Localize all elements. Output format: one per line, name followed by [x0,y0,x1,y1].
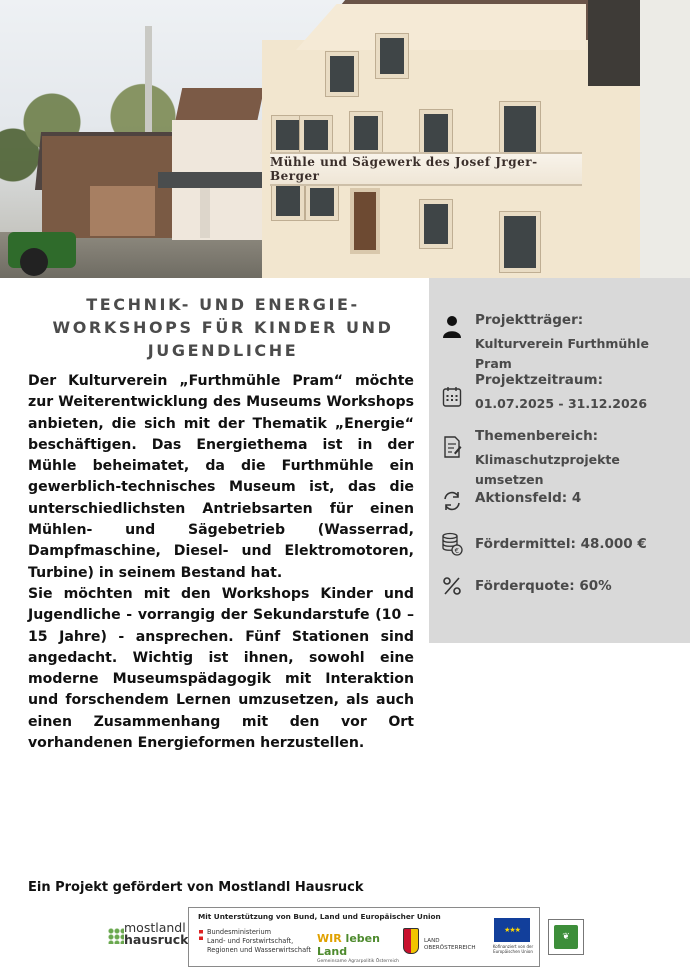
mill-sign: Mühle und Sägewerk des Josef Jrger-Berger [270,152,582,186]
mill-gable [296,4,586,50]
land-line: OBERÖSTERREICH [424,945,476,951]
window [350,112,382,154]
info-label: Themenbereich: [475,428,599,444]
wir-subtitle: Gemeinsame Agrarpolitik Österreich [317,959,400,964]
hero-photo [0,0,690,278]
mostlandl-dots-icon [108,928,124,944]
chimney [145,26,152,138]
project-description [28,371,414,754]
mill-door [350,188,380,254]
page-title: TECHNIK- UND ENERGIE-WORKSHOPS FÜR KINDER UND JUGENDLICHE [52,295,394,360]
window [300,116,332,154]
window [500,212,540,272]
description-paragraph: Sie möchten mit den Workshops Kinder und Jugendliche - vorrangig der Sekundarstufe (10 – 15 Jahre) - ansprechen. Fünf Stationen sind angedacht. Wichtig ist ihnen, sowohl eine moderne Museumspädagogik mit Interaktion und forschendem Lernen umzusetzen, als auch einen Zusammenhang mit den vor Ort vorhandenen Energieformen herzustellen. [28,585,414,752]
coins-icon [439,531,465,557]
info-label: Projektträger: [475,312,584,328]
leader-leaf-icon: ❦ [554,925,578,949]
porch-roof [158,172,268,188]
side-tower [640,0,690,278]
mostlandl-hausruck-logo [108,922,188,952]
dark-balcony [588,0,640,86]
cycle-arrows-icon [439,488,465,514]
logo-line: hausruck [124,932,189,947]
shed-brick-wall [90,186,155,236]
window [420,110,452,156]
wir-logo-part: leben Land [317,932,380,958]
eu-flag-icon: ★★★ [494,918,530,942]
info-value: Klimaschutzprojekte umsetzen [475,452,620,487]
document-edit-icon [439,434,465,460]
description-paragraph: Der Kulturverein „Furthmühle Pram“ möchte zur Weiterentwicklung des Museums Workshops anbieten, die sich mit der Thematik „Energie“ beschäftigen. Das Energiethema ist in der Mühle beheimatet, da die Furthmühle ein gewerblich-technisches Museum ist, das die unterschiedlichsten Antriebsarten für einen Mühlen- und Sägebetrieb (Wasserrad, Dampfmaschine, Diesel- und Elektromotoren, Turbine) in seinem Bestand hat. [28,373,414,581]
info-label: Projektzeitraum: [475,372,603,388]
svg-text:€: € [454,547,460,555]
info-label: Aktionsfeld: 4 [475,490,582,506]
tractor-wheel [20,248,48,276]
project-facts-sidebar [429,278,690,643]
wir-logo-part: WIR [317,932,342,945]
ministry-line: Land- und Forstwirtschaft, [207,937,294,945]
info-label: Förderquote: 60% [475,578,612,594]
coat-of-arms-icon [403,928,419,954]
calendar-icon [439,384,465,410]
percent-icon [439,573,465,599]
window [272,182,304,220]
eu-line: Kofinanziert von der [492,944,534,949]
window [420,200,452,248]
wir-leben-land-logo [317,932,400,964]
support-title: Mit Unterstützung von Bund, Land und Europäischer Union [198,912,441,921]
info-value: Kulturverein Furthmühle Pram [475,336,649,371]
info-value: 01.07.2025 - 31.12.2026 [475,396,648,411]
window [326,52,358,96]
ministry-line: Regionen und Wasserwirtschaft [207,946,311,954]
eu-logo [491,918,535,954]
funding-statement: Ein Projekt gefördert von Mostlandl Hausruck [28,880,364,895]
window [306,184,338,220]
eu-line: Europäischen Union [493,949,533,954]
porch-post [200,188,210,238]
person-icon [439,314,465,340]
land-line: LAND [424,938,440,944]
austria-flag-icon [199,930,203,940]
ministry-line: Bundesministerium [207,928,272,936]
funding-partners-box [188,907,540,967]
leader-logo [548,919,584,955]
window [376,34,408,78]
info-label: Fördermittel: 48.000 € [475,536,647,552]
logo-line: mostlandl [124,920,186,935]
